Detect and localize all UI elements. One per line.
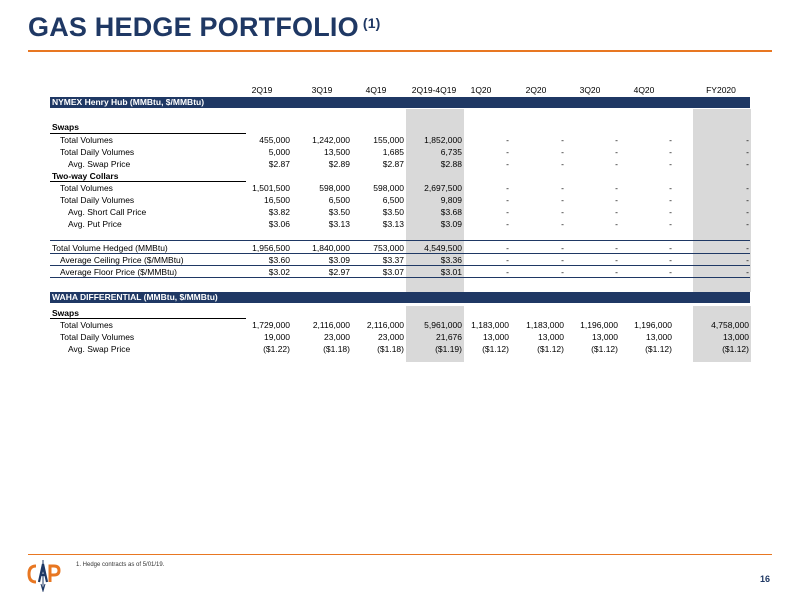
column-header: 2Q20 (525, 85, 547, 95)
table-cell: 2,116,000 (312, 320, 350, 330)
table-cell: $3.06 (268, 219, 290, 229)
table-row (50, 319, 750, 331)
table-row (50, 146, 750, 158)
column-header: 2Q19-4Q19 (411, 85, 457, 95)
table-cell: - (615, 135, 618, 145)
table-cell: 1,852,000 (424, 135, 462, 145)
table-row (50, 331, 750, 343)
table-cell: 1,196,000 (580, 320, 618, 330)
table-cell: $2.89 (328, 159, 350, 169)
table-cell: 1,242,000 (312, 135, 350, 145)
table-cell: 753,000 (373, 243, 404, 253)
table-cell: 2,697,500 (424, 183, 462, 193)
row-label: Average Floor Price ($/MMBtu) (60, 267, 177, 277)
table-cell: - (506, 147, 509, 157)
table-cell: 5,000 (268, 147, 290, 157)
row-label: Total Volumes (60, 320, 113, 330)
table-cell: - (506, 159, 509, 169)
table-row (50, 134, 750, 146)
table-cell: - (746, 183, 749, 193)
table-cell: 1,729,000 (252, 320, 290, 330)
row-label: Avg. Short Call Price (68, 207, 147, 217)
table-cell: 13,000 (483, 332, 509, 342)
table-cell: ($1.18) (323, 344, 350, 354)
table-cell: $2.87 (268, 159, 290, 169)
table-cell: ($1.12) (645, 344, 672, 354)
divider (50, 240, 750, 241)
table-cell: 1,183,000 (526, 320, 564, 330)
table-cell: 2,116,000 (366, 320, 404, 330)
table-cell: - (561, 159, 564, 169)
table-row (50, 218, 750, 230)
table-cell: - (506, 195, 509, 205)
row-label: Avg. Put Price (68, 219, 122, 229)
row-label: Total Daily Volumes (60, 332, 135, 342)
table-cell: $3.60 (268, 255, 290, 265)
table-cell: 1,685 (382, 147, 404, 157)
table-row (50, 182, 750, 194)
table-cell: 23,000 (324, 332, 350, 342)
swaps-title: Swaps (52, 122, 79, 132)
table-cell: - (746, 207, 749, 217)
column-header: FY2020 (706, 85, 736, 95)
table-cell: - (669, 195, 672, 205)
table-cell: - (615, 159, 618, 169)
subsection-title (50, 121, 750, 133)
row-label: Total Volumes (60, 135, 113, 145)
table-cell: - (669, 159, 672, 169)
row-label: Total Daily Volumes (60, 147, 135, 157)
row-label: Avg. Swap Price (68, 159, 131, 169)
column-header: 1Q20 (470, 85, 492, 95)
table-cell: - (746, 267, 749, 277)
table-cell: ($1.12) (537, 344, 564, 354)
column-header: 3Q19 (311, 85, 333, 95)
table-cell: $3.36 (440, 255, 462, 265)
table-cell: 16,500 (264, 195, 290, 205)
table-cell: - (669, 255, 672, 265)
table-cell: - (615, 195, 618, 205)
table-cell: - (506, 207, 509, 217)
table-cell: - (669, 183, 672, 193)
swaps-title: Swaps (52, 308, 79, 318)
table-cell: - (506, 183, 509, 193)
table-cell: - (561, 135, 564, 145)
divider (50, 277, 750, 278)
table-cell: - (669, 135, 672, 145)
table-cell: 1,196,000 (634, 320, 672, 330)
table-cell: ($1.18) (377, 344, 404, 354)
row-label: Total Volume Hedged (MMBtu) (52, 243, 168, 253)
table-cell: - (561, 219, 564, 229)
table-cell: $3.09 (328, 255, 350, 265)
table-cell: 5,961,000 (424, 320, 462, 330)
table-row (50, 343, 750, 355)
column-header: 2Q19 (251, 85, 273, 95)
section-header-waha: WAHA DIFFERENTIAL (MMBtu, $/MMBtu) (50, 292, 750, 303)
table-cell: - (561, 195, 564, 205)
table-cell: 598,000 (319, 183, 350, 193)
table-cell: 455,000 (259, 135, 290, 145)
table-cell: 6,735 (440, 147, 462, 157)
footnote-marker: (1) (362, 15, 381, 31)
table-cell: - (746, 147, 749, 157)
row-label: Total Daily Volumes (60, 195, 135, 205)
table-cell: - (506, 219, 509, 229)
table-cell: 1,956,500 (252, 243, 290, 253)
column-header: 4Q19 (365, 85, 387, 95)
table-cell: 155,000 (373, 135, 404, 145)
table-row (50, 158, 750, 170)
table-cell: - (746, 243, 749, 253)
table-cell: - (746, 255, 749, 265)
cap-logo-icon (26, 560, 62, 592)
table-cell: 4,549,500 (424, 243, 462, 253)
table-cell: ($1.12) (722, 344, 749, 354)
column-header: 3Q20 (579, 85, 601, 95)
table-row (50, 206, 750, 218)
table-cell: 13,000 (646, 332, 672, 342)
table-row (50, 194, 750, 206)
row-label: Total Volumes (60, 183, 113, 193)
table-cell: - (669, 147, 672, 157)
table-cell: ($1.19) (435, 344, 462, 354)
table-cell: - (615, 243, 618, 253)
row-label: Avg. Swap Price (68, 344, 131, 354)
table-cell: - (669, 267, 672, 277)
collars-title: Two-way Collars (52, 171, 119, 181)
table-cell: $2.88 (440, 159, 462, 169)
table-cell: - (669, 243, 672, 253)
table-cell: - (561, 147, 564, 157)
footer-divider (28, 554, 772, 555)
table-cell: 6,500 (328, 195, 350, 205)
table-cell: 13,500 (324, 147, 350, 157)
table-cell: 13,000 (538, 332, 564, 342)
column-header: 4Q20 (633, 85, 655, 95)
table-cell: - (561, 255, 564, 265)
table-cell: - (746, 195, 749, 205)
table-cell: $3.07 (382, 267, 404, 277)
footnote: 1. Hedge contracts as of 5/01/19. (76, 562, 165, 568)
table-cell: - (561, 267, 564, 277)
table-cell: ($1.22) (263, 344, 290, 354)
table-cell: - (506, 243, 509, 253)
table-cell: 23,000 (378, 332, 404, 342)
table-cell: - (561, 243, 564, 253)
table-cell: $3.02 (268, 267, 290, 277)
table-cell: $3.82 (268, 207, 290, 217)
table-cell: - (615, 147, 618, 157)
table-cell: - (746, 219, 749, 229)
page-number: 16 (759, 574, 770, 584)
table-cell: $3.68 (440, 207, 462, 217)
table-cell: 6,500 (382, 195, 404, 205)
table-cell: ($1.12) (591, 344, 618, 354)
table-cell: - (615, 219, 618, 229)
table-cell: - (669, 207, 672, 217)
table-cell: - (561, 183, 564, 193)
table-cell: $3.09 (440, 219, 462, 229)
table-cell: - (506, 267, 509, 277)
table-cell: $3.13 (328, 219, 350, 229)
table-cell: $3.01 (440, 267, 462, 277)
table-cell: $3.13 (382, 219, 404, 229)
table-cell: 13,000 (592, 332, 618, 342)
title-divider (28, 50, 772, 52)
section-header-nymex: NYMEX Henry Hub (MMBtu, $/MMBtu) (50, 97, 750, 108)
table-cell: $3.37 (382, 255, 404, 265)
table-cell: ($1.12) (482, 344, 509, 354)
table-cell: - (506, 255, 509, 265)
table-cell: 598,000 (373, 183, 404, 193)
table-cell: 19,000 (264, 332, 290, 342)
table-cell: - (746, 159, 749, 169)
table-cell: - (615, 267, 618, 277)
table-cell: $3.50 (382, 207, 404, 217)
table-cell: - (615, 255, 618, 265)
table-cell: - (669, 219, 672, 229)
table-cell: 1,183,000 (471, 320, 509, 330)
table-cell: $2.97 (328, 267, 350, 277)
row-label: Average Ceiling Price ($/MMBtu) (60, 255, 184, 265)
table-cell: $3.50 (328, 207, 350, 217)
table-cell: 21,676 (436, 332, 462, 342)
table-cell: 9,809 (440, 195, 462, 205)
table-cell: - (561, 207, 564, 217)
table-cell: - (615, 207, 618, 217)
page-title: GAS HEDGE PORTFOLIO $^{(1)}$ (28, 12, 381, 42)
table-cell: 4,758,000 (711, 320, 749, 330)
column-header-row (50, 84, 750, 96)
table-cell: 1,840,000 (312, 243, 350, 253)
table-cell: 1,501,500 (252, 183, 290, 193)
table-cell: - (506, 135, 509, 145)
table-cell: - (615, 183, 618, 193)
table-cell: $2.87 (382, 159, 404, 169)
table-cell: 13,000 (723, 332, 749, 342)
table-cell: - (746, 135, 749, 145)
